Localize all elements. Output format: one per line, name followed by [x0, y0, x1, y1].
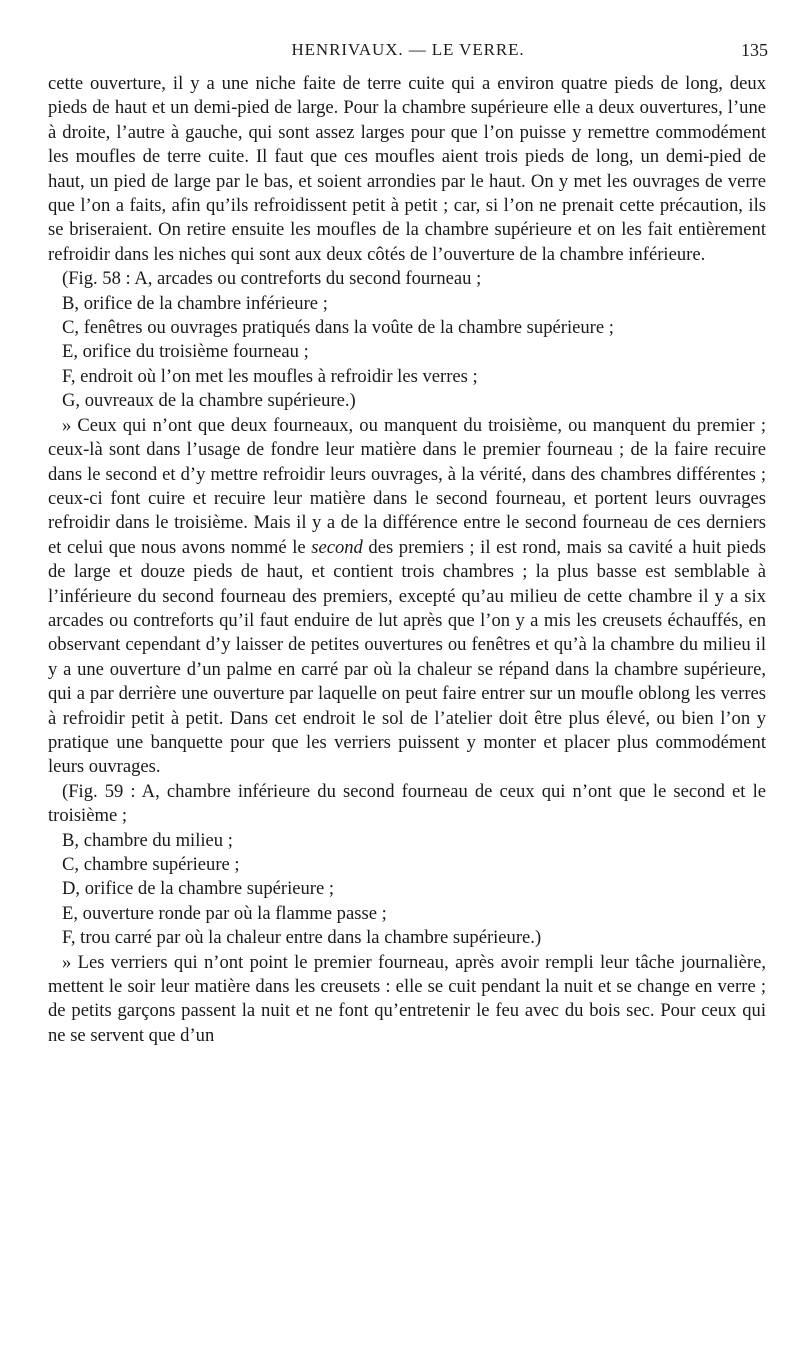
- paragraph-1: cette ouverture, il y a une niche faite de terre cuite qui a environ quatre pieds de long, deux pieds de haut et un demi-pied de large. Pour la chambre supérieure elle a deux ouvertures, l’une à droite, l’autre à gauche, qui sont assez larges pour que l’on puisse y remettre commodément les moufles de terre cuite. Il faut que ces moufles aient trois pieds de long, un demi-pied de haut, un pied de large par le bas, et soient arrondies par le haut. On y met les ouvrages de verre que l’on a faits, afin qu’ils refroidissent petit à petit ; car, si l’on ne prenait cette précaution, ils se briseraient. On retire ensuite les moufles de la chambre supérieure et on les fait entièrement refroidir dans les niches qui sont aux deux côtés de l’ouverture de la chambre inférieure.: [48, 73, 766, 265]
- legend-line: (Fig. 59 : A, chambre inférieure du second fourneau de ceux qui n’ont que le second et le troisième ;: [48, 780, 766, 827]
- running-title: HENRIVAUX. — LE VERRE.: [291, 40, 525, 59]
- legend-line: D, orifice de la chambre supérieure ;: [62, 878, 335, 900]
- paragraph-2-part-b: des premiers ; il est rond, mais sa cavité a huit pieds de large et douze pieds de haut, et contient trois chambres ; la plus basse est semblable à l’inférieure du second fourneau des premiers, excepté qu’au milieu de cette chambre il y a six arcades ou contreforts qu’il faut enduire de lut après que l’on y a mis les creusets échauffés, en observant cependant d’y laisser de petites ouvertures ou fenêtres et qu’à la chambre du milieu il y a une ouverture d’un palme en carré par où la chaleur se répand dans la chambre supérieure, qui a par derrière une ouverture par laquelle on peut faire entrer sur un moufle oblong les verres à refroidir petit à petit. Dans cet endroit le sol de l’atelier doit être plus élevé, ou bien l’on y pratique une banquette pour que les verriers puissent y monter et placer plus commodément leurs ouvrages.: [48, 536, 767, 778]
- figure-58-legend: [48, 267, 766, 413]
- legend-line: G, ouvreaux de la chambre supérieure.): [62, 390, 356, 412]
- page-number: 135: [741, 40, 768, 60]
- paragraph-2: [48, 414, 766, 780]
- legend-line: E, orifice du troisième fourneau ;: [62, 341, 309, 363]
- running-head: [48, 40, 768, 70]
- legend-line: (Fig. 58 : A, arcades ou contreforts du second fourneau ;: [62, 268, 482, 290]
- legend-line: E, ouverture ronde par où la flamme passe ;: [62, 902, 387, 924]
- legend-line: F, endroit où l’on met les moufles à refroidir les verres ;: [62, 365, 478, 387]
- legend-line: B, orifice de la chambre inférieure ;: [62, 292, 328, 314]
- legend-line: B, chambre du milieu ;: [62, 829, 233, 851]
- paragraph-3: » Les verriers qui n’ont point le premier fourneau, après avoir rempli leur tâche journalière, mettent le soir leur matière dans les creusets : elle se cuit pendant la nuit et se change en verre ; de petits garçons passent la nuit et ne font qu’entretenir le feu avec du bois sec. Pour ceux qui ne se servent que d’un: [48, 951, 766, 1046]
- emphasis-second: second: [311, 536, 363, 558]
- legend-line: C, fenêtres ou ouvrages pratiqués dans la voûte de la chambre supérieure ;: [62, 317, 614, 339]
- figure-59-legend: [48, 780, 766, 951]
- legend-line: F, trou carré par où la chaleur entre dans la chambre supérieure.): [62, 927, 542, 949]
- legend-line: C, chambre supérieure ;: [62, 854, 240, 875]
- text-block: [48, 72, 766, 1048]
- paragraph-2-part-a: » Ceux qui n’ont que deux fourneaux, ou manquent du troisième, ou manquent du premier ; ceux-là sont dans l’usage de fondre leur matière dans le premier fourneau ; de la faire recuire dans le second et d’y mettre refroidir leurs ouvrages, à la vérité, dans des chambres différentes ; ceux-ci font cuire et recuire leur matière dans le second fourneau, et portent leurs ouvrages refroidir dans le troisième. Mais il y a de la différence entre le second fourneau de ces derniers et celui que nous avons nommé le: [48, 414, 766, 558]
